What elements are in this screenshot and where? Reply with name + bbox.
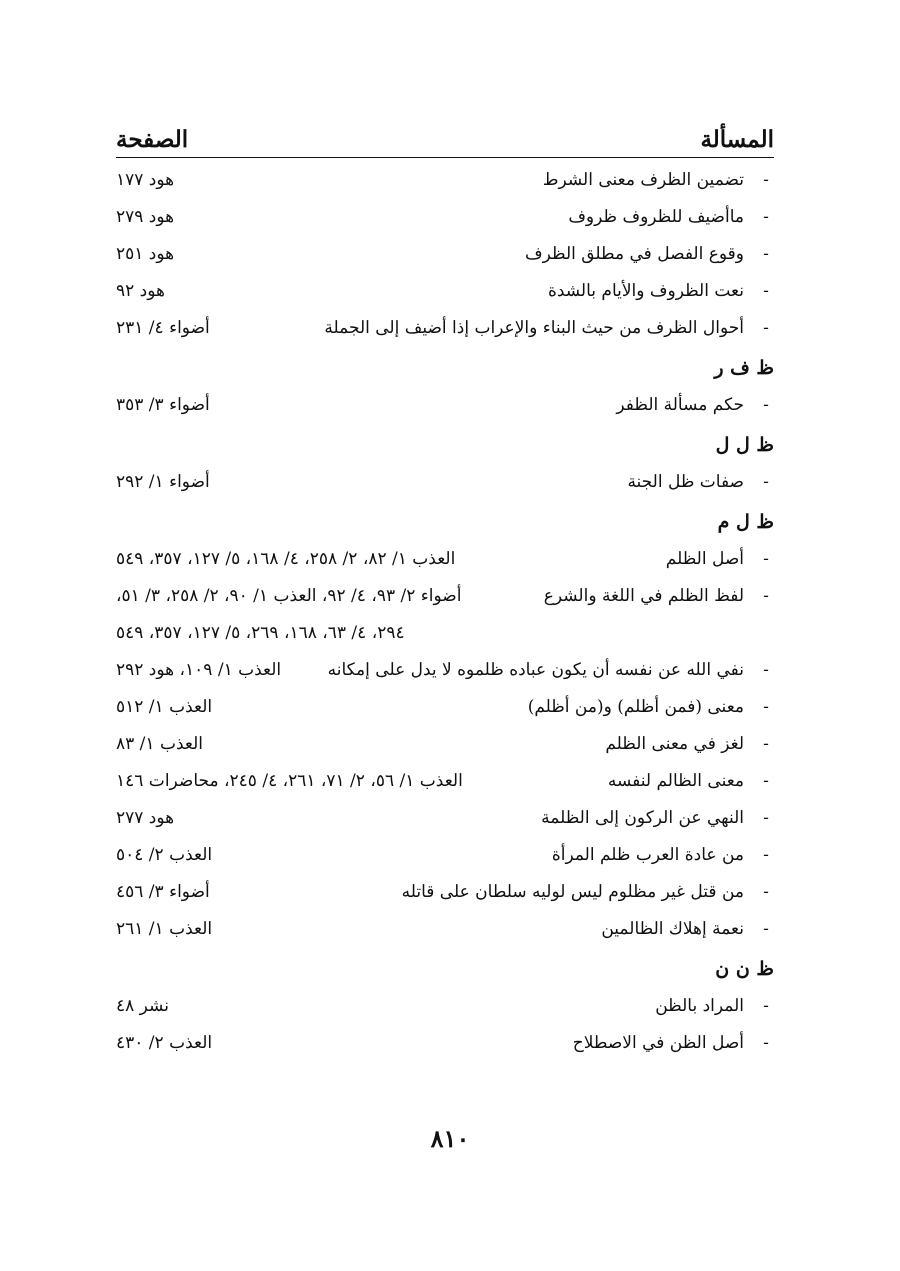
- list-item: [116, 874, 774, 911]
- entry-title: صفات ظل الجنة: [627, 472, 744, 492]
- page-reference: هود ٢٥١: [116, 244, 175, 264]
- bullet-dash-icon: -: [763, 318, 769, 338]
- entry-title: تضمين الظرف معنى الشرط: [542, 170, 744, 190]
- root-heading-label: ظ ل ل: [715, 434, 774, 456]
- entry-title: معنى (فمن أظلم) و(من أظلم): [527, 697, 744, 717]
- bullet-dash-icon: -: [763, 697, 769, 717]
- bullet-dash-icon: -: [763, 549, 769, 569]
- table-header: [116, 116, 774, 158]
- list-item: [116, 236, 774, 273]
- entry-title: ماأضيف للظروف ظروف: [568, 207, 744, 227]
- entry-title: من قتل غير مظلوم ليس لوليه سلطان على قاتله: [401, 882, 744, 902]
- page-reference: العذب ٢/ ٥٠٤: [116, 845, 213, 865]
- bullet-dash-icon: -: [763, 244, 769, 264]
- bullet-dash-icon: -: [763, 996, 769, 1016]
- list-item: [116, 199, 774, 236]
- page-reference: العذب ١/ ٢٦١: [116, 919, 213, 939]
- entry-title: أصل الظن في الاصطلاح: [572, 1033, 744, 1053]
- page-reference: هود ٩٢: [116, 281, 165, 301]
- page-reference: العذب ١/ ٨٣: [116, 734, 203, 754]
- index-entries: [116, 162, 774, 1062]
- bullet-dash-icon: -: [763, 882, 769, 902]
- root-heading: [116, 347, 774, 387]
- root-heading-label: ظ ن ن: [715, 958, 774, 980]
- page-reference: أضواء ١/ ٢٩٢: [116, 472, 210, 492]
- entry-title: النهي عن الركون إلى الظلمة: [541, 808, 744, 828]
- bullet-dash-icon: -: [763, 281, 769, 301]
- page-reference: العذب ١/ ٥٦، ٢/ ٧١، ٢٦١، ٤/ ٢٤٥، محاضرات ١٤٦: [116, 771, 463, 791]
- list-item: [116, 273, 774, 310]
- entry-title: المراد بالظن: [655, 996, 744, 1016]
- page-reference: أضواء ٣/ ٤٥٦: [116, 882, 210, 902]
- bullet-dash-icon: -: [763, 395, 769, 415]
- page-reference: ٢٩٤، ٤/ ٦٣، ١٦٨، ٢٦٩، ٥/ ١٢٧، ٣٥٧، ٥٤٩: [116, 623, 405, 643]
- bullet-dash-icon: -: [763, 170, 769, 190]
- root-heading: [116, 948, 774, 988]
- bullet-dash-icon: -: [763, 771, 769, 791]
- bullet-dash-icon: -: [763, 207, 769, 227]
- list-item: [116, 652, 774, 689]
- page-number: ٨١٠: [430, 1124, 470, 1153]
- page-reference: العذب ١/ ١٠٩، هود ٢٩٢: [116, 660, 282, 680]
- bullet-dash-icon: -: [763, 472, 769, 492]
- list-item: [116, 689, 774, 726]
- page-reference: العذب ١/ ٨٢، ٢/ ٢٥٨، ٤/ ١٦٨، ٥/ ١٢٧، ٣٥٧، ٥٤٩: [116, 549, 456, 569]
- page-reference: أضواء ٤/ ٢٣١: [116, 318, 210, 338]
- entry-title: حكم مسألة الظفر: [616, 395, 744, 415]
- list-item: [116, 988, 774, 1025]
- page-reference: هود ٢٧٧: [116, 808, 175, 828]
- page-reference: العذب ١/ ٥١٢: [116, 697, 213, 717]
- entry-title: من عادة العرب ظلم المرأة: [551, 845, 744, 865]
- entry-title: نفي الله عن نفسه أن يكون عباده ظلموه لا يدل على إمكانه: [327, 660, 744, 680]
- list-item: [116, 541, 774, 578]
- entry-title: لفظ الظلم في اللغة والشرع: [543, 586, 744, 606]
- bullet-dash-icon: -: [763, 660, 769, 680]
- list-item: [116, 310, 774, 347]
- entry-title: أحوال الظرف من حيث البناء والإعراب إذا أضيف إلى الجملة: [324, 318, 744, 338]
- page-reference: نشر ٤٨: [116, 996, 169, 1016]
- bullet-dash-icon: -: [763, 845, 769, 865]
- entry-title: أصل الظلم: [665, 549, 744, 569]
- root-heading-label: ظ ل م: [717, 511, 774, 533]
- root-heading: [116, 424, 774, 464]
- page-reference: العذب ٢/ ٤٣٠: [116, 1033, 213, 1053]
- page-reference: أضواء ٣/ ٣٥٣: [116, 395, 210, 415]
- list-item: [116, 578, 774, 615]
- page-reference: هود ٢٧٩: [116, 207, 175, 227]
- list-item: [116, 800, 774, 837]
- page-reference: أضواء ٢/ ٩٣، ٤/ ٩٢، العذب ١/ ٩٠، ٢/ ٢٥٨، ٣/ ٥١،: [116, 586, 462, 606]
- list-item: [116, 726, 774, 763]
- entry-title: معنى الظالم لنفسه: [607, 771, 744, 791]
- list-item: [116, 1025, 774, 1062]
- bullet-dash-icon: -: [763, 919, 769, 939]
- entry-title: نعمة إهلاك الظالمين: [601, 919, 744, 939]
- column-label-topic: المسألة: [700, 126, 774, 153]
- list-item: [116, 911, 774, 948]
- list-item: [116, 162, 774, 199]
- bullet-dash-icon: -: [763, 586, 769, 606]
- entry-title: نعت الظروف والأيام بالشدة: [547, 281, 744, 301]
- column-label-page: الصفحة: [116, 126, 189, 153]
- list-item-continuation: [116, 615, 774, 652]
- bullet-dash-icon: -: [763, 734, 769, 754]
- list-item: [116, 837, 774, 874]
- bullet-dash-icon: -: [763, 808, 769, 828]
- entry-title: وقوع الفصل في مطلق الظرف: [525, 244, 744, 264]
- page-reference: هود ١٧٧: [116, 170, 175, 190]
- root-heading: [116, 501, 774, 541]
- list-item: [116, 464, 774, 501]
- list-item: [116, 387, 774, 424]
- entry-title: لغز في معنى الظلم: [605, 734, 744, 754]
- bullet-dash-icon: -: [763, 1033, 769, 1053]
- list-item: [116, 763, 774, 800]
- root-heading-label: ظ ف ر: [714, 357, 774, 379]
